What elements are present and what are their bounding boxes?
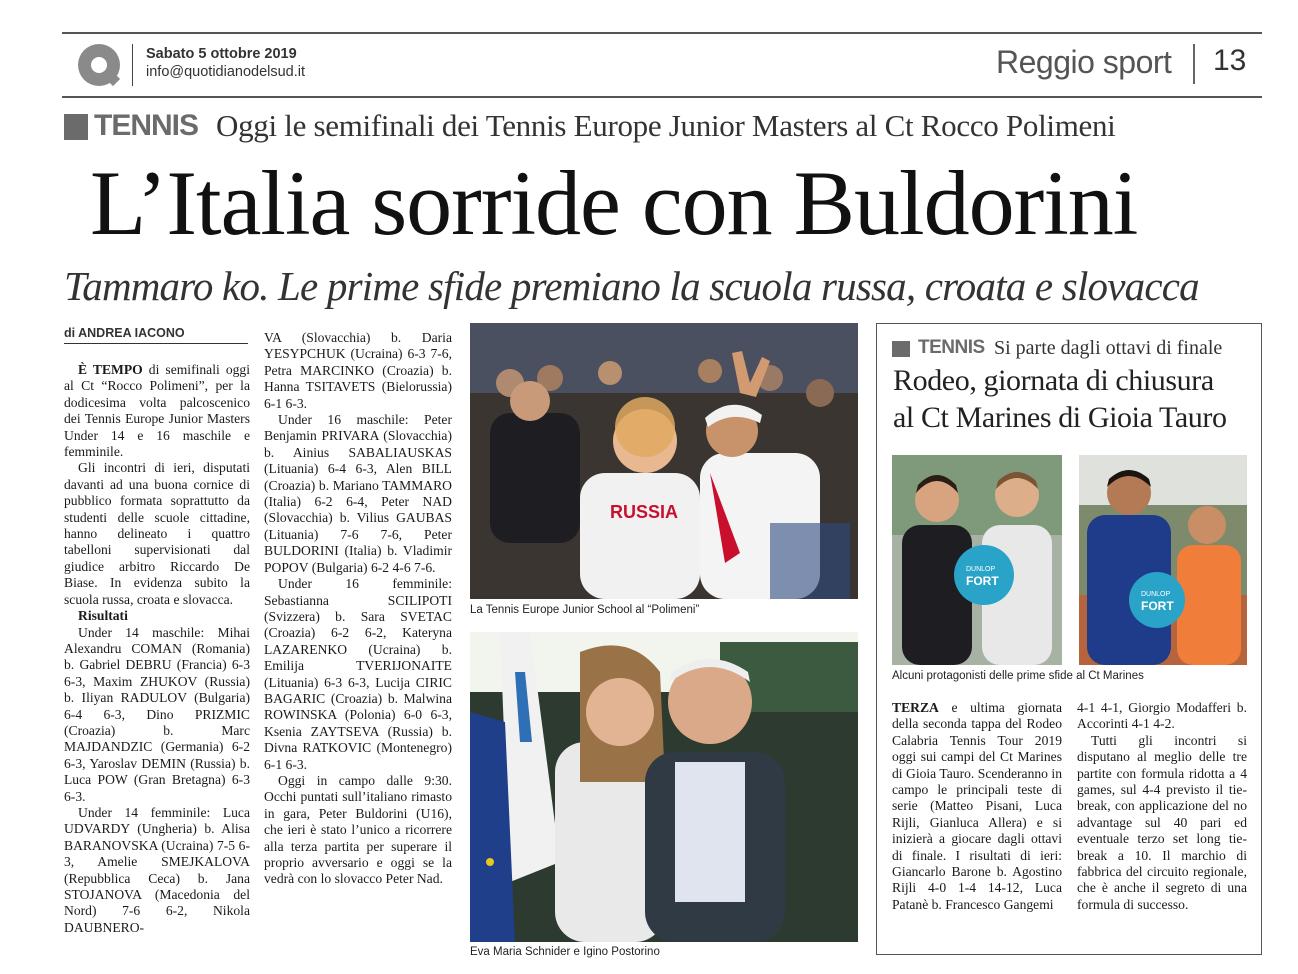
results-continued: VA (Slovacchia) b. Daria YESYPCHUK (Ucraina) 6-3 7-6, Petra MARCINKO (Croazia) b. Hanna TSITAVETS (Bielorussia) 6-1 6-3. (264, 330, 452, 411)
sidebar-kicker-label: TENNIS (918, 337, 985, 358)
results-u14-girls: Under 14 femminile: Luca UDVARDY (Ungheria) b. Alisa BARANOVSKA (Ucraina) 7-5 6-3, Amelie SMEJKALOVA (Repubblica Ceca) b. Jana STOJANOVA (Macedonia del Nord) 7-6 6-2, Nikola DAUBNERO- (64, 804, 250, 935)
article-closing: Oggi in campo dalle 9:30. Occhi puntati sull’italiano rimasto in gara, Peter Buldorini (U16), che ieri è stato l’unico a ricorrere alla terza partita per superare il proprio avversario e oggi se la vedrà con lo slovacco Peter Nad. (264, 772, 452, 887)
headline: L’Italia sorride con Buldorini (90, 152, 1138, 254)
byline: di ANDREA IACONO (64, 326, 185, 340)
ball-brand-b: DUNLOP (1141, 591, 1171, 598)
header-bottom-rule (62, 96, 1262, 98)
results-u16-girls: Under 16 femminile: Sebastianna SCILIPOTI (Svizzera) b. Sara SVETAC (Croazia) 6-2 6-2, Kateryna LAZARENKO (Ucraina) b. Emilija TVERIJONAITE (Lituania) 6-3 6-3, Lucija CIRIC BAGARIC (Croazia) b. Malwina ROWINSKA (Polonia) 6-0 6-3, Ksenia ZAYTSEVA (Russia) b. Divna RATKOVIC (Montenegro) 6-1 6-3. (264, 576, 452, 772)
photo-schnider-postorino-drawing (470, 632, 858, 942)
page-number: 13 (1213, 44, 1247, 77)
sidebar-photo-players (1079, 455, 1247, 665)
sidebar-photo-players-drawing (1079, 455, 1247, 665)
sidebar-kicker-box (892, 341, 910, 357)
article-column-1 (64, 362, 250, 936)
sidebar-photo-caption: Alcuni protagonisti delle prime sfide al Ct Marines (892, 670, 1144, 682)
photo-schnider-postorino (470, 632, 858, 942)
sidebar-kicker: Si parte dagli ottavi di finale (994, 337, 1223, 359)
photo1-caption: La Tennis Europe Junior School al “Polimeni” (470, 604, 700, 616)
sidebar-photo-boys (892, 455, 1062, 665)
header-divider-right (1193, 44, 1195, 84)
photo-junior-school (470, 323, 858, 599)
newspaper-logo-hole (91, 57, 107, 73)
results-u14-boys: Under 14 maschile: Mihai Alexandru COMAN (Romania) b. Gabriel DEBRU (Francia) 6-3 6-3, Maxim ZHUKOV (Russia) b. Iliyan RADULOV (Bulgaria) 6-4 6-3, Dino PRIZMIC (Croazia) b. Marc MAJDANDZIC (Germania) 6-2 6-3, Yaroslav DEMIN (Russia) b. Luca POW (Gran Bretagna) 6-3 6-3. (64, 624, 250, 804)
article-column-2 (264, 330, 452, 888)
ball-model-a: FORT (966, 574, 999, 588)
byline-rule (64, 343, 248, 344)
kicker-label: TENNIS (94, 109, 199, 142)
article-paragraph: Gli incontri di ieri, disputati davanti ad una buona cornice di pubblico formata soprattutto da studenti delle scuole cittadine, hanno delineato i quattro tabelloni supervisionati dal giudice arbitro Riccardo De Biase. In evidenza subito la scuola russa, croata e slovacca. (64, 460, 250, 607)
photo2-caption: Eva Maria Schnider e Igino Postorino (470, 946, 660, 958)
issue-date: Sabato 5 ottobre 2019 (146, 46, 297, 62)
sidebar-photo-boys-drawing (892, 455, 1062, 665)
contact-email: info@quotidianodelsud.it (146, 64, 306, 80)
sidebar-lead: TERZA e ultima giornata della seconda tappa del Rodeo Calabria Tennis Tour 2019 oggi sui campi del Ct Marines di Gioia Tauro. Scenderanno in campo le principali teste di serie (Matteo Pisani, Luca Rijli, Gianluca Allera) e si inizierà a giocare dagli ottavi di finale. I risultati di ieri: Giancarlo Barone b. Agostino Rijli 4-0 1-4 14-12, Luca Patanè b. Francesco Gangemi (892, 700, 1062, 912)
sidebar-column-2 (1077, 700, 1247, 913)
kicker-box (64, 114, 88, 140)
top-rule (62, 32, 1262, 34)
results-heading: Risultati (78, 608, 128, 624)
shirt-text: RUSSIA (610, 502, 679, 522)
sidebar-headline-line2: al Ct Marines di Gioia Tauro (893, 401, 1227, 434)
ball-brand-a: DUNLOP (966, 566, 996, 573)
section-name: Reggio sport (996, 44, 1172, 80)
sidebar-closing: Tutti gli incontri si disputano al meglio delle tre partite con formula ridotta a 4 games, sul 4-4 previsto il tie-break, con applicazione del no advantage sul 40 pari ed eventuale terzo set long tie-break a 10. Il marchio di fabbrica del circuito regionale, che è anche il segreto di una formula di successo. (1077, 732, 1247, 912)
kicker-text: Oggi le semifinali dei Tennis Europe Junior Masters al Ct Rocco Polimeni (216, 108, 1116, 143)
ball-model-b: FORT (1141, 599, 1174, 613)
photo-junior-school-drawing (470, 323, 858, 599)
sidebar-headline-line1: Rodeo, giornata di chiusura (893, 364, 1214, 397)
results-u16-boys: Under 16 maschile: Peter Benjamin PRIVARA (Slovacchia) b. Ainius SABALIAUSKAS (Lituania) 6-4 6-3, Alen BILL (Croazia) b. Mariano TAMMARO (Italia) 6-2 6-4, Peter NAD (Slovacchia) b. Vilius GAUBAS (Lituania) 7-6 7-6, Peter BULDORINI (Italia) b. Vladimir POPOV (Bulgaria) 6-2 4-6 7-6. (264, 412, 452, 575)
subheadline: Tammaro ko. Le prime sfide premiano la scuola russa, croata e slovacca (64, 263, 1199, 309)
article-lead: È TEMPO di semifinali oggi al Ct “Rocco Polimeni”, per la dodicesima volta palcoscenico dei Tennis Europe Junior Masters Under 14 e 16 maschile e femminile. (64, 362, 250, 460)
sidebar-results-continued: 4-1 4-1, Giorgio Modafferi b. Accorinti 4-1 4-2. (1077, 700, 1247, 732)
header-divider-left (132, 44, 133, 86)
sidebar-column-1 (892, 700, 1062, 913)
